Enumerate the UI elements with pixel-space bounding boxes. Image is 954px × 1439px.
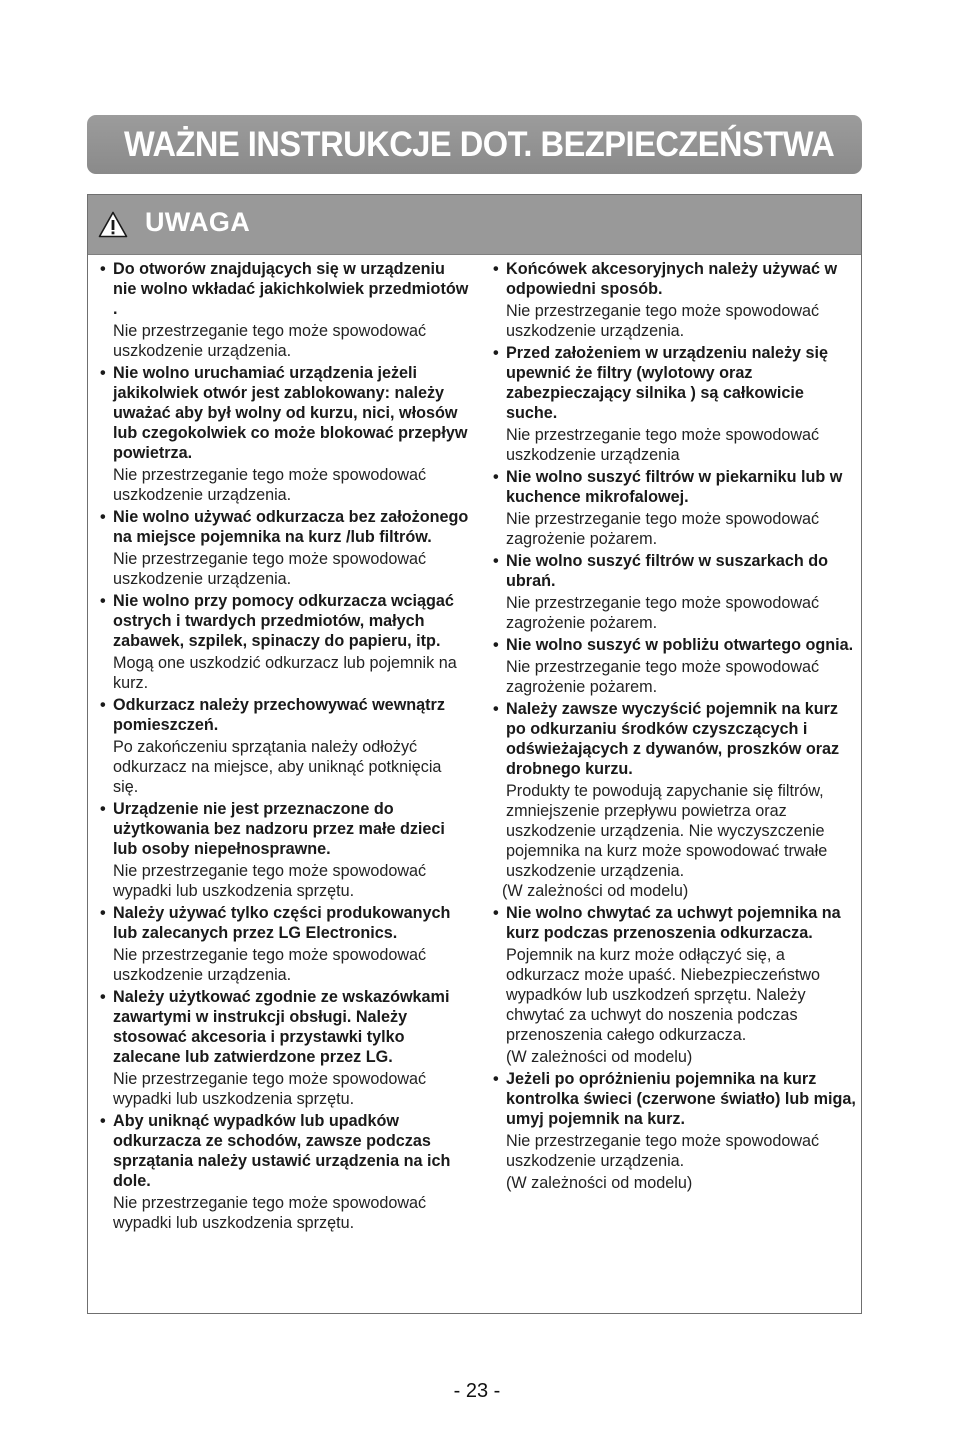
item-body: Nie przestrzeganie tego może spowodować wypadki lub uszkodzenia sprzętu. [113,862,427,900]
list-item [493,635,858,697]
list-item [493,551,858,633]
list-item [100,507,470,589]
warning-label: UWAGA [145,207,250,237]
page-number: - 23 - [453,1380,501,1402]
item-title: • Aby uniknąć wypadków lub upadków odkurzacza ze schodów, zawsze podczas sprzątania należy ustawić urządzenia na ich dole. [100,1111,470,1191]
page-title: WAŻNE INSTRUKCJE DOT. BEZPIECZEŃSTWA [124,124,835,164]
item-body: Nie przestrzeganie tego może spowodować wypadki lub uszkodzenia sprzętu. [113,1194,427,1232]
warning-box [87,194,862,1314]
item-title: • Należy użytkować zgodnie ze wskazówkami zawartymi w instrukcji obsługi. Należy stosować akcesoria i przystawki tylko zalecane lub zatwierdzone przez LG. [100,987,470,1067]
item-body: Nie przestrzeganie tego może spowodować uszkodzenie urządzenia. [506,302,820,340]
item-title: • Należy zawsze wyczyścić pojemnik na kurz po odkurzaniu środków czyszczących i odświeżających z dywanów, proszków oraz drobnego kurzu. [493,699,858,779]
item-body: Nie przestrzeganie tego może spowodować uszkodzenie urządzenia [506,426,820,464]
warning-header [88,195,861,255]
item-title: • Nie wolno suszyć w pobliżu otwartego ognia. [493,635,858,655]
item-title: • Odkurzacz należy przechowywać wewnątrz pomieszczeń. [100,695,470,735]
list-item [493,259,858,341]
item-title: • Należy używać tylko części produkowanych lub zalecanych przez LG Electronics. [100,903,470,943]
item-title: • Nie wolno uruchamiać urządzenia jeżeli jakikolwiek otwór jest zablokowany: należy uważać aby był wolny od kurzu, nici, włosów lub czegokolwiek co może blokować przepływ powietrza. [100,363,470,463]
item-body: Nie przestrzeganie tego może spowodować zagrożenie pożarem. [506,658,820,696]
model-note: (W zależności od modelu) [506,1048,693,1066]
item-body: Nie przestrzeganie tego może spowodować uszkodzenie urządzenia. [113,466,427,504]
item-body: Nie przestrzeganie tego może spowodować wypadki lub uszkodzenia sprzętu. [113,1070,427,1108]
list-item [493,903,858,1067]
list-item [493,1069,858,1193]
list-item [493,699,858,901]
list-item [100,591,470,693]
item-body: Nie przestrzeganie tego może spowodować uszkodzenie urządzenia. [506,1132,820,1170]
item-title: • Nie wolno chwytać za uchwyt pojemnika na kurz podczas przenoszenia odkurzacza. [493,903,858,943]
list-item [100,259,470,361]
item-body: Nie przestrzeganie tego może spowodować uszkodzenie urządzenia. [113,946,427,984]
item-title: • Przed założeniem w urządzeniu należy się upewnić że filtry (wylotowy oraz zabezpieczający silnika ) są całkowicie suche. [493,343,858,423]
item-title: • Końcówek akcesoryjnych należy używać w odpowiedni sposób. [493,259,858,299]
item-body: Pojemnik na kurz może odłączyć się, a odkurzacz może upaść. Niebezpieczeństwo wypadków lub uszkodzeń sprzętu. Należy chwytać za uchwyt do noszenia podczas przenoszenia całego odkurzacza. [506,946,821,1044]
item-title: • Nie wolno przy pomocy odkurzacza wciągać ostrych i twardych przedmiotów, małych zabawek, szpilek, spinaczy do papieru, itp. [100,591,470,651]
list-item [100,987,470,1109]
item-title: • Jeżeli po opróżnieniu pojemnika na kurz kontrolka świeci (czerwone światło) lub miga, umyj pojemnik na kurz. [493,1069,858,1129]
item-body: Nie przestrzeganie tego może spowodować uszkodzenie urządzenia. [113,550,427,588]
list-item [100,1111,470,1233]
model-note: (W zależności od modelu) [502,882,689,900]
item-title: • Urządzenie nie jest przeznaczone do użytkowania bez nadzoru przez małe dzieci lub osoby niepełnosprawne. [100,799,470,859]
list-item [100,695,470,797]
list-item [493,343,858,465]
item-title: • Nie wolno suszyć filtrów w suszarkach do ubrań. [493,551,858,591]
item-title: • Nie wolno suszyć filtrów w piekarniku lub w kuchence mikrofalowej. [493,467,858,507]
left-column [100,259,470,1235]
list-item [493,467,858,549]
item-body: Nie przestrzeganie tego może spowodować uszkodzenie urządzenia. [113,322,427,360]
item-title: • Do otworów znajdujących się w urządzeniu nie wolno wkładać jakichkolwiek przedmiotów . [100,259,470,319]
item-body: Mogą one uszkodzić odkurzacz lub pojemnik na kurz. [113,654,457,692]
item-title: • Nie wolno używać odkurzacza bez założonego na miejsce pojemnika na kurz /lub filtrów. [100,507,470,547]
page-title-banner [87,115,862,174]
item-body: Produkty te powodują zapychanie się filtrów, zmniejszenie przepływu powietrza oraz uszkodzenie urządzenia. Nie wyczyszczenie pojemnika na kurz może spowodować trwałe uszkodzenie urządzenia. [506,782,828,880]
list-item [100,363,470,505]
warning-triangle-icon [98,211,128,238]
list-item [100,903,470,985]
model-note: (W zależności od modelu) [506,1174,693,1192]
item-body: Po zakończeniu sprzątania należy odłożyć odkurzacz na miejsce, aby uniknąć potknięcia się. [113,738,442,796]
right-column [493,259,858,1195]
item-body: Nie przestrzeganie tego może spowodować zagrożenie pożarem. [506,510,820,548]
list-item [100,799,470,901]
item-body: Nie przestrzeganie tego może spowodować zagrożenie pożarem. [506,594,820,632]
